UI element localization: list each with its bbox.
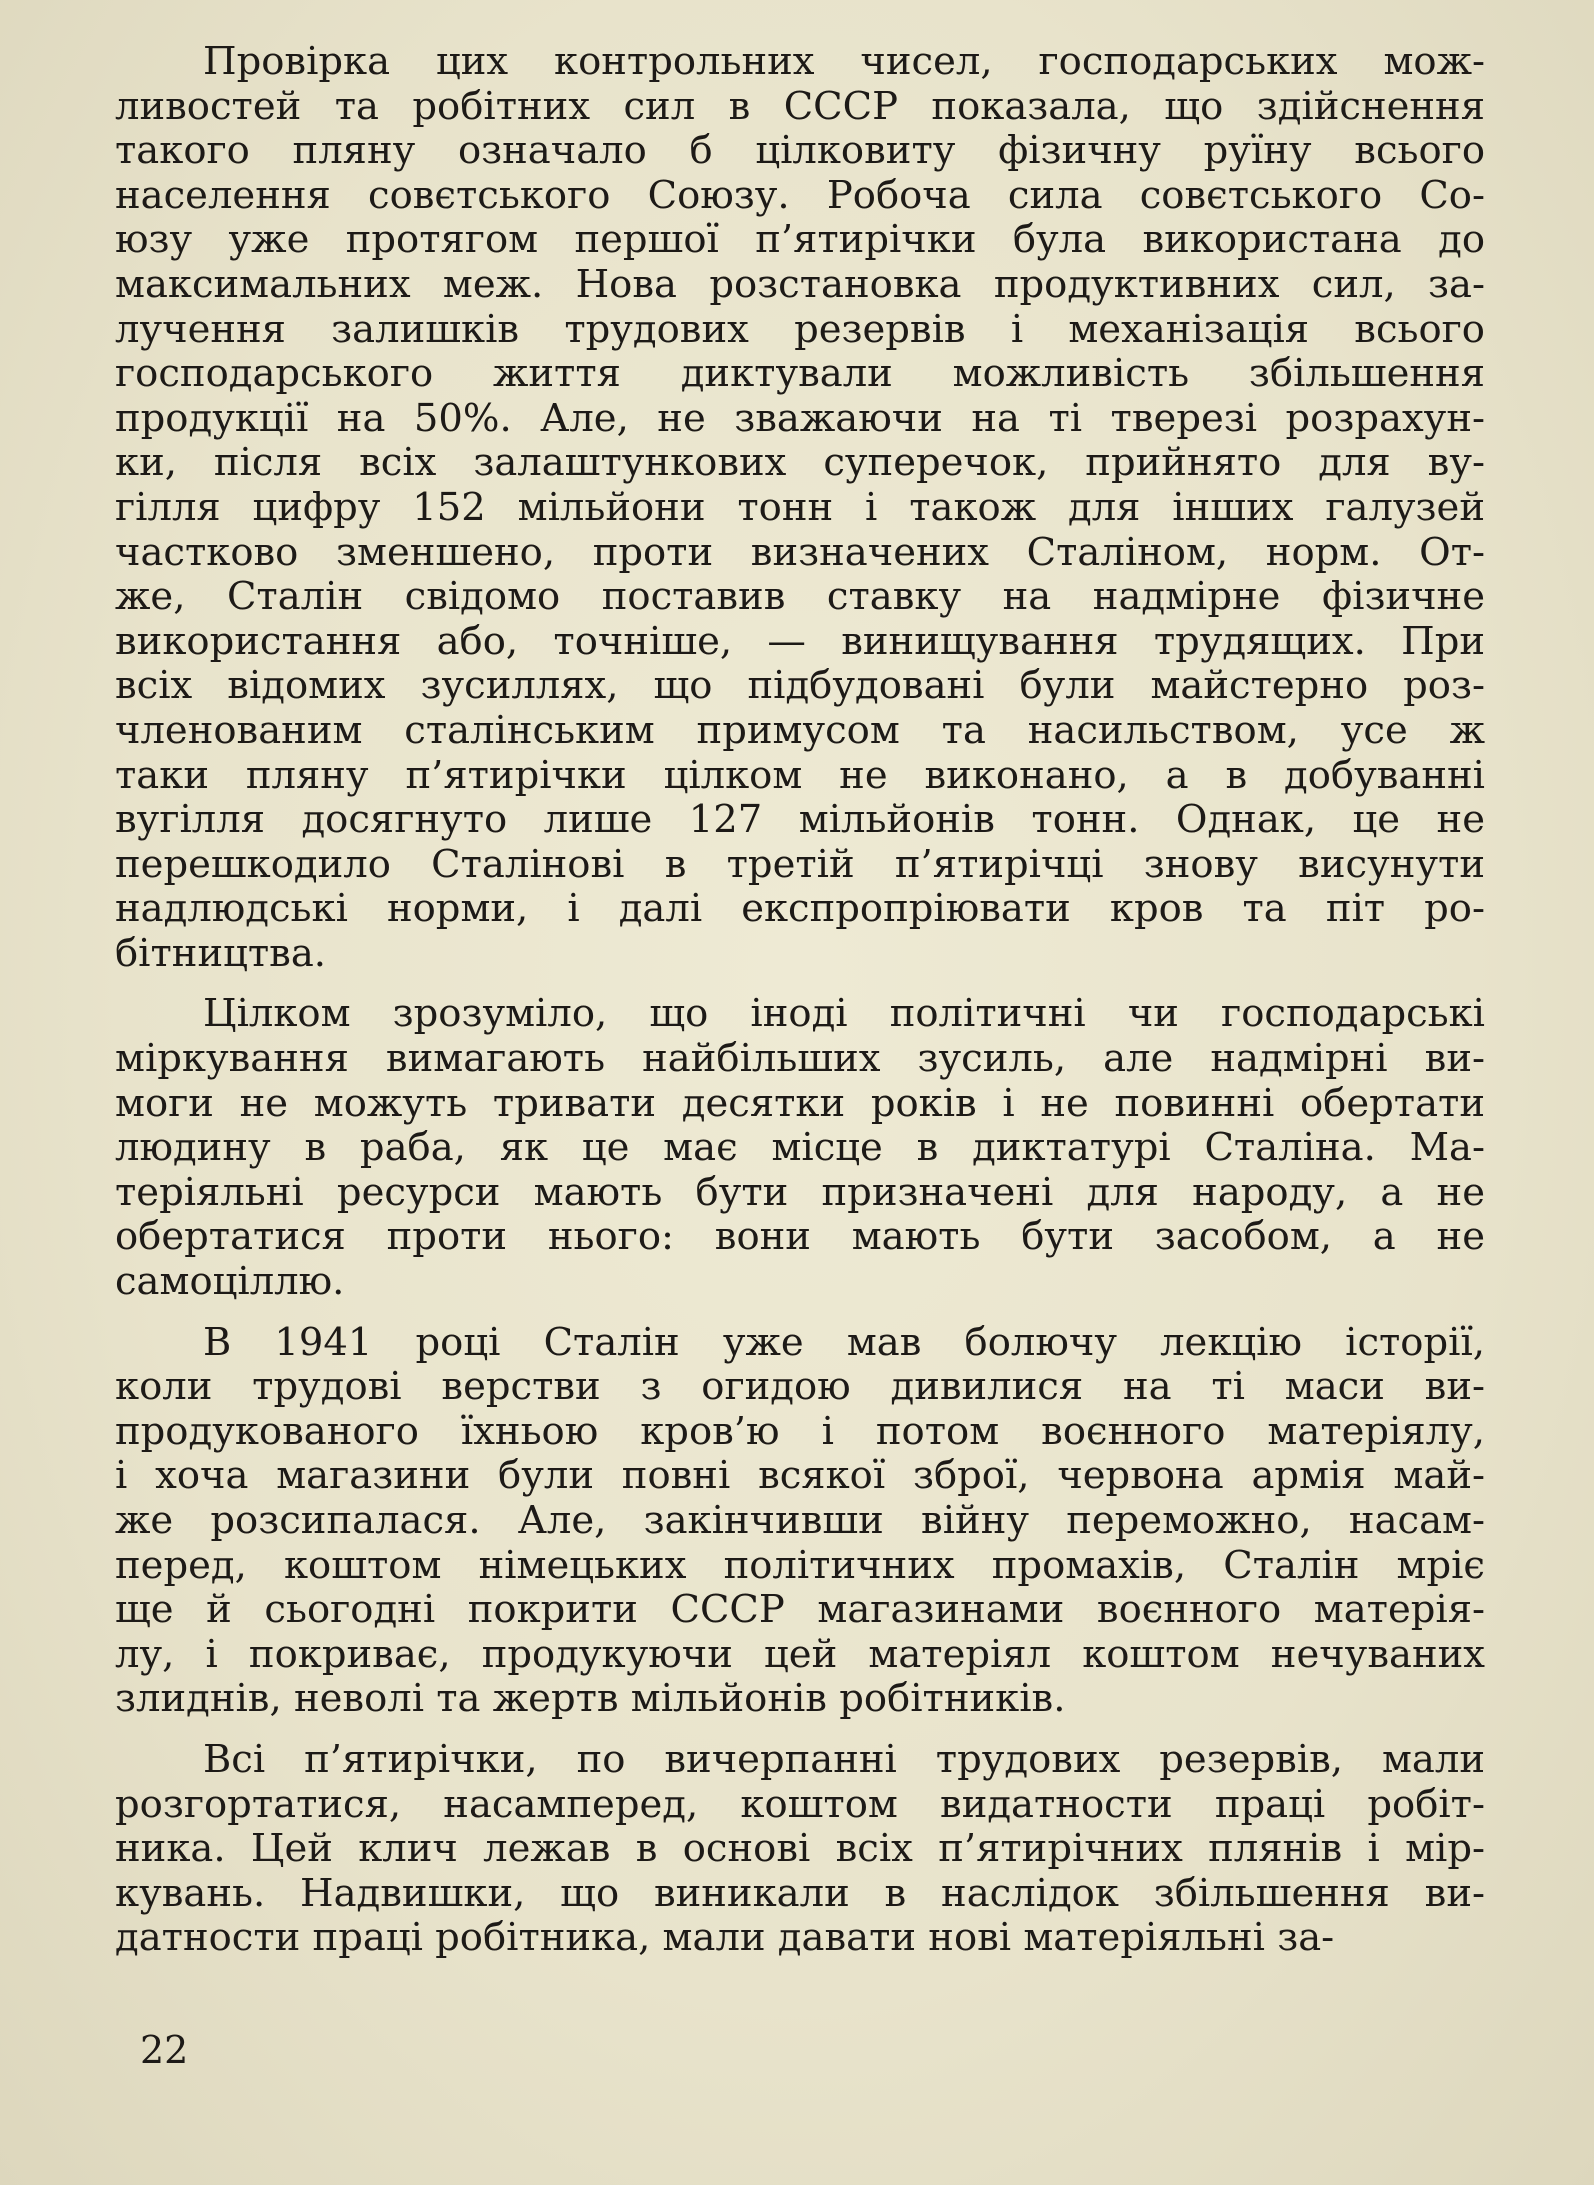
text-line: розгортатися, насамперед, коштом видатности праці робіт-: [115, 1781, 1485, 1827]
text-line: і хоча магазини були повні всякої зброї, червона армія май-: [115, 1453, 1485, 1499]
text-line: частково зменшено, проти визначених Сталіном, норм. От-: [115, 529, 1485, 575]
text-line: лучення залишків трудових резервів і механізація всього: [115, 306, 1485, 352]
page-body-text: [115, 40, 1485, 1977]
text-line: використання або, точніше, — винищування трудящих. При: [115, 618, 1485, 664]
text-line: бітництва.: [115, 930, 327, 976]
text-line: ще й сьогодні покрити СССР магазинами воєнного матерія-: [115, 1587, 1485, 1633]
text-line: міркування вимагають найбільших зусиль, але надмірні ви-: [115, 1036, 1485, 1082]
text-line: перешкодило Сталінові в третій п’ятирічці знову висунути: [115, 841, 1485, 887]
paragraph: [115, 992, 1485, 1304]
text-line: юзу уже протягом першої п’ятирічки була використана до: [115, 217, 1485, 263]
text-line: Всі п’ятирічки, по вичерпанні трудових резервів, мали: [203, 1736, 1485, 1782]
text-line: гілля цифру 152 мільйони тонн і також для інших галузей: [115, 484, 1485, 530]
text-line: членованим сталінським примусом та насильством, усе ж: [115, 707, 1485, 753]
text-line: обертатися проти нього: вони мають бути засобом, а не: [115, 1214, 1485, 1260]
text-line: такого пляну означало б цілковиту фізичну руїну всього: [115, 128, 1485, 174]
text-line: господарського життя диктували можливість збільшення: [115, 351, 1485, 397]
text-line: таки пляну п’ятирічки цілком не виконано, а в добуванні: [115, 752, 1485, 798]
text-line: Цілком зрозуміло, що іноді політичні чи господарські: [203, 991, 1485, 1037]
text-line: В 1941 році Сталін уже мав болючу лекцію історії,: [203, 1319, 1485, 1365]
text-line: самоціллю.: [115, 1259, 345, 1305]
text-line: продукції на 50%. Але, не зважаючи на ті тверезі розрахун-: [115, 395, 1485, 441]
text-line: же розсипалася. Але, закінчивши війну переможно, насам-: [115, 1498, 1485, 1543]
text-line: вугілля досягнуто лише 127 мільйонів тонн. Однак, це не: [115, 797, 1485, 843]
text-line: кувань. Надвишки, що виникали в наслідок збільшення ви-: [115, 1870, 1485, 1916]
text-line: людину в раба, як це має місце в диктатурі Сталіна. Ма-: [115, 1125, 1485, 1171]
text-line: максимальних меж. Нова розстановка продуктивних сил, за-: [115, 261, 1485, 307]
paragraph: [115, 1738, 1485, 1961]
text-line: ливостей та робітних сил в СССР показала, що здійснення: [115, 83, 1485, 129]
text-line: коли трудові верстви з огидою дивилися на ті маси ви-: [115, 1364, 1485, 1410]
text-line: всіх відомих зусиллях, що підбудовані були майстерно роз-: [115, 663, 1485, 709]
text-line: перед, коштом німецьких політичних промахів, Сталін мріє: [115, 1542, 1485, 1588]
text-line: моги не можуть тривати десятки років і не повинні обертати: [115, 1080, 1485, 1126]
text-line: теріяльні ресурси мають бути призначені для народу, а не: [115, 1169, 1485, 1215]
text-line: ки, після всіх залаштункових суперечок, прийнято для ву-: [115, 440, 1485, 486]
text-line: надлюдські норми, і далі експропріювати кров та піт ро-: [115, 886, 1485, 932]
text-line: продукованого їхньою кров’ю і потом воєнного матеріялу,: [115, 1408, 1485, 1454]
text-line: лу, і покриває, продукуючи цей матеріял коштом нечуваних: [115, 1631, 1485, 1677]
paragraph: [115, 40, 1485, 976]
paragraph: [115, 1321, 1485, 1722]
text-line: ника. Цей клич лежав в основі всіх п’ятирічних плянів і мір-: [115, 1826, 1485, 1872]
text-line: злиднів, неволі та жертв мільйонів робітників.: [115, 1676, 1066, 1722]
text-line: датности праці робітника, мали давати нові матеріяльні за-: [115, 1915, 1335, 1961]
text-line: Провірка цих контрольних чисел, господарських мож-: [203, 39, 1485, 84]
page-number: 22: [140, 2028, 189, 2072]
text-line: населення совєтського Союзу. Робоча сила совєтського Со-: [115, 172, 1485, 218]
text-line: же, Сталін свідомо поставив ставку на надмірне фізичне: [115, 574, 1485, 620]
